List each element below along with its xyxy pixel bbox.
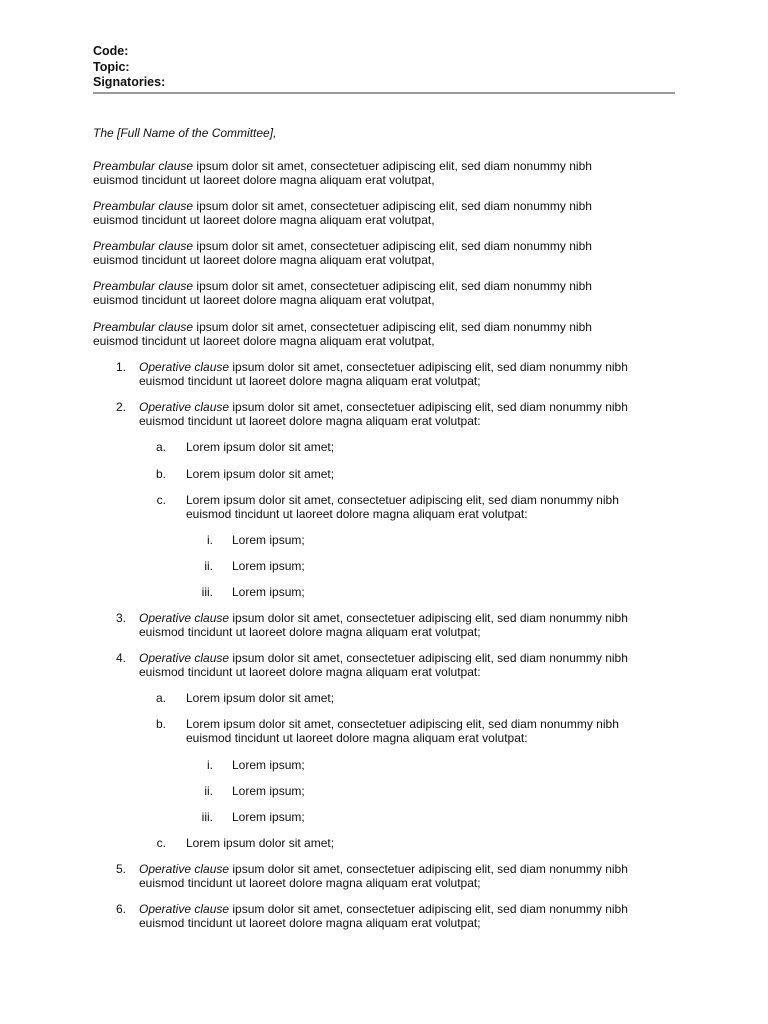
preambular-clause bbox=[93, 320, 675, 348]
sub-clause-text: Lorem ipsum dolor sit amet, consectetuer adipiscing elit, sed diam nonummy nibh bbox=[186, 717, 619, 731]
operative-text: ipsum dolor sit amet, consectetuer adipiscing elit, sed diam nonummy nibh bbox=[229, 902, 628, 916]
sub-sub-clause-text: Lorem ipsum; bbox=[232, 559, 305, 573]
code-label: Code: bbox=[93, 44, 129, 58]
preambular-text: ipsum dolor sit amet, consectetuer adipiscing elit, sed diam nonummy nibh bbox=[193, 239, 592, 253]
sub-sub-clause-numeral: ii. bbox=[204, 559, 213, 573]
operative-number: 2. bbox=[115, 400, 126, 414]
topic-label: Topic: bbox=[93, 59, 130, 74]
preambular-lead: Preambular clause bbox=[93, 199, 194, 213]
sub-clause-text: Lorem ipsum dolor sit amet; bbox=[186, 691, 335, 705]
preambular-lead: Preambular clause bbox=[93, 159, 194, 173]
sub-sub-clause-text: Lorem ipsum; bbox=[232, 533, 305, 547]
sub-sub-clause-text: Lorem ipsum; bbox=[232, 810, 305, 824]
sub-sub-clause-numeral: ii. bbox=[204, 784, 213, 798]
preambular-text: ipsum dolor sit amet, consectetuer adipiscing elit, sed diam nonummy nibh bbox=[193, 199, 592, 213]
signatories-label: Signatories: bbox=[93, 75, 166, 89]
operative-text: ipsum dolor sit amet, consectetuer adipiscing elit, sed diam nonummy nibh bbox=[229, 862, 628, 876]
operative-text: ipsum dolor sit amet, consectetuer adipiscing elit, sed diam nonummy nibh bbox=[229, 360, 628, 374]
sub-sub-clause-numeral: iii. bbox=[201, 585, 213, 599]
sub-clause-letter: b. bbox=[155, 467, 166, 481]
operative-text-continued: euismod tincidunt ut laoreet dolore magna aliquam erat volutpat; bbox=[139, 625, 481, 639]
sub-clause-text-continued: euismod tincidunt ut laoreet dolore magna aliquam erat volutpat: bbox=[186, 507, 528, 521]
operative-number: 3. bbox=[115, 611, 126, 625]
sub-sub-clause-numeral: i. bbox=[207, 758, 213, 772]
committee-intro bbox=[93, 126, 675, 140]
operative-text-continued: euismod tincidunt ut laoreet dolore magna aliquam erat volutpat; bbox=[139, 374, 481, 388]
operative-lead: Operative clause bbox=[139, 400, 230, 414]
committee-name: The [Full Name of the Committee], bbox=[93, 126, 277, 140]
sub-sub-clause-text: Lorem ipsum; bbox=[232, 784, 305, 798]
sub-sub-clause-numeral: i. bbox=[207, 533, 213, 547]
operative-number: 5. bbox=[115, 862, 126, 876]
sub-clause-text-continued: euismod tincidunt ut laoreet dolore magna aliquam erat volutpat: bbox=[186, 731, 528, 745]
preambular-lead: Preambular clause bbox=[93, 320, 194, 334]
operative-lead: Operative clause bbox=[139, 651, 230, 665]
operative-text-continued: euismod tincidunt ut laoreet dolore magna aliquam erat volutpat: bbox=[139, 414, 481, 428]
sub-clause-letter: a. bbox=[155, 691, 166, 705]
preambular-text-continued: euismod tincidunt ut laoreet dolore magna aliquam erat volutpat, bbox=[93, 173, 435, 187]
sub-clause-text: Lorem ipsum dolor sit amet; bbox=[186, 467, 335, 481]
operative-number: 4. bbox=[115, 651, 126, 665]
operative-text: ipsum dolor sit amet, consectetuer adipiscing elit, sed diam nonummy nibh bbox=[229, 400, 628, 414]
preambular-text-continued: euismod tincidunt ut laoreet dolore magna aliquam erat volutpat, bbox=[93, 253, 435, 267]
sub-clause-letter: c. bbox=[156, 493, 166, 507]
operative-number: 1. bbox=[115, 360, 126, 374]
operative-lead: Operative clause bbox=[139, 611, 230, 625]
sub-clause-letter: b. bbox=[155, 717, 166, 731]
preambular-text-continued: euismod tincidunt ut laoreet dolore magna aliquam erat volutpat, bbox=[93, 293, 435, 307]
operative-text: ipsum dolor sit amet, consectetuer adipiscing elit, sed diam nonummy nibh bbox=[229, 651, 628, 665]
sub-clause-text: Lorem ipsum dolor sit amet, consectetuer adipiscing elit, sed diam nonummy nibh bbox=[186, 493, 619, 507]
sub-clause-letter: c. bbox=[156, 836, 166, 850]
operative-number: 6. bbox=[115, 902, 126, 916]
sub-clause-letter: a. bbox=[155, 440, 166, 454]
sub-clause-text: Lorem ipsum dolor sit amet; bbox=[186, 440, 335, 454]
operative-lead: Operative clause bbox=[139, 360, 230, 374]
resolution-header bbox=[93, 44, 675, 91]
preambular-lead: Preambular clause bbox=[93, 279, 194, 293]
preambular-clause bbox=[93, 239, 675, 267]
operative-text: ipsum dolor sit amet, consectetuer adipiscing elit, sed diam nonummy nibh bbox=[229, 611, 628, 625]
operative-text-continued: euismod tincidunt ut laoreet dolore magna aliquam erat volutpat; bbox=[139, 876, 481, 890]
operative-lead: Operative clause bbox=[139, 862, 230, 876]
operative-lead: Operative clause bbox=[139, 902, 230, 916]
operative-text-continued: euismod tincidunt ut laoreet dolore magna aliquam erat volutpat: bbox=[139, 665, 481, 679]
header-divider bbox=[93, 92, 675, 94]
sub-sub-clause-numeral: iii. bbox=[201, 810, 213, 824]
sub-sub-clause-text: Lorem ipsum; bbox=[232, 758, 305, 772]
preambular-text: ipsum dolor sit amet, consectetuer adipiscing elit, sed diam nonummy nibh bbox=[193, 159, 592, 173]
preambular-clause bbox=[93, 199, 675, 227]
preambular-text: ipsum dolor sit amet, consectetuer adipiscing elit, sed diam nonummy nibh bbox=[193, 279, 592, 293]
sub-sub-clause-text: Lorem ipsum; bbox=[232, 585, 305, 599]
preambular-lead: Preambular clause bbox=[93, 239, 194, 253]
preambular-text: ipsum dolor sit amet, consectetuer adipiscing elit, sed diam nonummy nibh bbox=[193, 320, 592, 334]
preambular-text-continued: euismod tincidunt ut laoreet dolore magna aliquam erat volutpat, bbox=[93, 334, 435, 348]
sub-clause-text: Lorem ipsum dolor sit amet; bbox=[186, 836, 335, 850]
preambular-text-continued: euismod tincidunt ut laoreet dolore magna aliquam erat volutpat, bbox=[93, 213, 435, 227]
preambular-clause bbox=[93, 159, 675, 187]
preambular-clause bbox=[93, 279, 675, 307]
operative-text-continued: euismod tincidunt ut laoreet dolore magna aliquam erat volutpat; bbox=[139, 916, 481, 930]
